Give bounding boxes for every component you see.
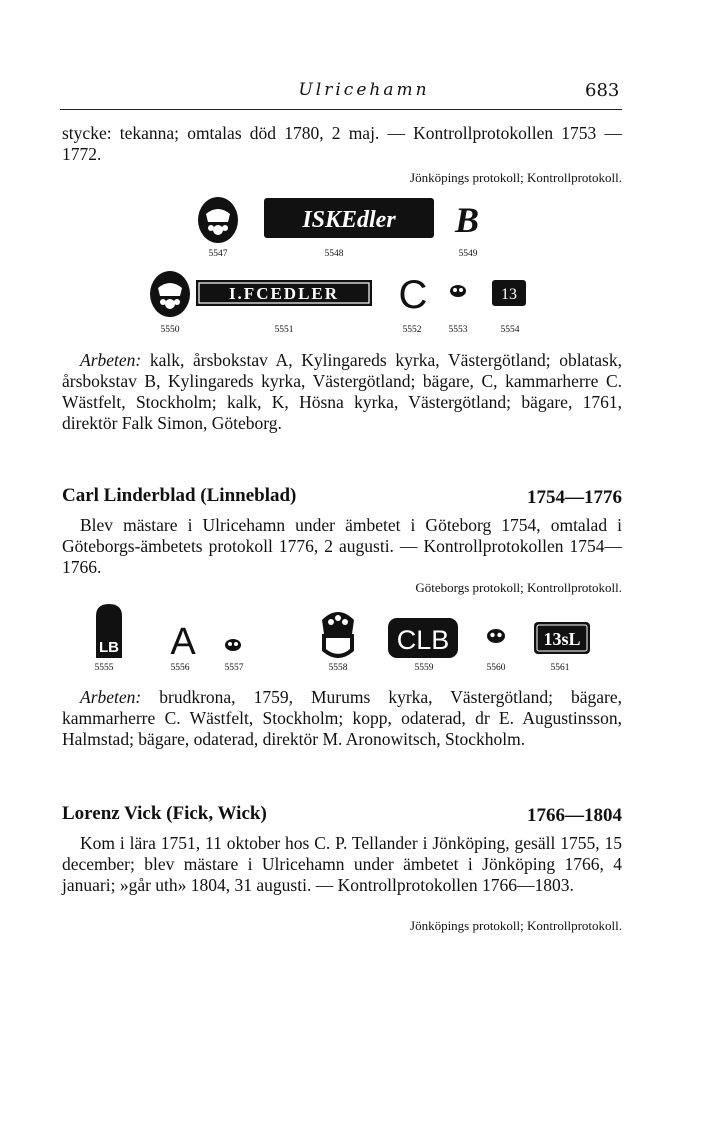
entry-heading-linderblad: Carl Linderblad (Linneblad) (62, 485, 297, 506)
mark-number-5547: 5547 (208, 249, 228, 259)
stamp-text-5556: A (170, 621, 196, 663)
mark-number-5559: 5559 (414, 663, 434, 673)
letter-stamp-5556 (168, 618, 198, 663)
stamp-text-5554: 13 (501, 286, 517, 303)
mark-number-5554: 5554 (500, 325, 520, 335)
header-rule (60, 109, 622, 110)
stamp-text-5555: LB (99, 639, 119, 656)
stamp-text-5552: C (398, 273, 428, 317)
date-stamp-5554 (492, 280, 526, 306)
pretzel-mark-5553 (449, 284, 467, 298)
stamp-text-5549: B (454, 200, 480, 240)
pretzel-mark-5560 (486, 628, 506, 644)
crown-mark-5558 (318, 604, 358, 660)
name-stamp-5548 (264, 198, 434, 238)
continuation-text: stycke: tekanna; omtalas död 1780, 2 maj. — Kontrollprotokollen 1753 —1772. (62, 123, 622, 164)
works-text-1: kalk, årsbokstav A, Kylingareds kyrka, Västergötland; oblatask, årsbokstav B, Kylingareds kyrka, Västergötland; bägare, C, kammarherre C. Wästfelt, Stockholm; kalk, K, Hösna kyrka, Västergötland; bägare, 1761, direktör Falk Simon, Göteborg. (62, 350, 622, 433)
pretzel-mark-5557 (224, 638, 242, 652)
entry-years-linderblad: 1754—1776 (527, 487, 622, 508)
source-line-2: Göteborgs protokoll; Kontrollprotokoll. (415, 580, 622, 595)
mark-number-5551: 5551 (274, 325, 294, 335)
page-number: 683 (585, 80, 620, 101)
mark-number-5556: 5556 (170, 663, 190, 673)
initials-stamp-5559 (388, 618, 458, 658)
mark-number-5552: 5552 (402, 325, 422, 335)
stamp-text-5561: 13sL (543, 629, 581, 649)
stamp-text-5559: CLB (396, 625, 450, 655)
mark-number-5561: 5561 (550, 663, 570, 673)
mark-number-5550: 5550 (160, 325, 180, 335)
source-line-1: Jönköpings protokoll; Kontrollprotokoll. (410, 170, 622, 185)
mark-number-5558: 5558 (328, 663, 348, 673)
mark-number-5549: 5549 (458, 249, 478, 259)
crown-mark-5547 (196, 194, 240, 244)
bio-linderblad: Blev mästare i Ulricehamn under ämbetet i Göteborg 1754, omtalad i Göteborgs-ämbetets protokoll 1776, 2 augusti. — Kontrollprotokollen 1754—1766. (62, 515, 622, 577)
crown-mark-5550 (148, 268, 192, 318)
mark-number-5555: 5555 (94, 663, 114, 673)
mark-number-5548: 5548 (324, 249, 344, 259)
letter-stamp-5549 (452, 196, 482, 240)
mark-number-5560: 5560 (486, 663, 506, 673)
bio-vick: Kom i lära 1751, 11 oktober hos C. P. Tellander i Jönköping, gesäll 1755, 15 december; blev mästare i Ulricehamn under ämbetet i Jönköping 1766, 4 januari; »går uth» 1804, 31 augusti. — Kontrollprotokollen 1766—1803. (62, 833, 622, 895)
works-text-2: brudkrona, 1759, Murums kyrka, Västergötland; bägare, kammarherre C. Wästfelt, Stockholm; kopp, odaterad, dr E. Augustinsson, Halmstad; bägare, odaterad, direktör M. Aronowitsch, Stockholm. (62, 687, 622, 749)
stamp-text-5548: ISKEdler (302, 207, 396, 233)
name-stamp-5551 (196, 280, 372, 306)
mark-number-5553: 5553 (448, 325, 468, 335)
entry-years-vick: 1766—1804 (527, 805, 622, 826)
works-label-1: Arbeten: (80, 350, 142, 370)
works-paragraph-2 (62, 687, 622, 750)
works-label-2: Arbeten: (80, 687, 142, 707)
works-paragraph-1 (62, 350, 622, 434)
mark-number-5557: 5557 (224, 663, 244, 673)
monogram-mark-5555 (94, 602, 124, 658)
date-stamp-5561 (534, 622, 590, 654)
stamp-text-5551: I.FCEDLER (228, 284, 340, 303)
letter-stamp-5552 (396, 272, 430, 317)
source-line-3: Jönköpings protokoll; Kontrollprotokoll. (410, 918, 622, 933)
entry-heading-vick: Lorenz Vick (Fick, Wick) (62, 803, 267, 824)
running-title: Ulricehamn (298, 80, 430, 100)
